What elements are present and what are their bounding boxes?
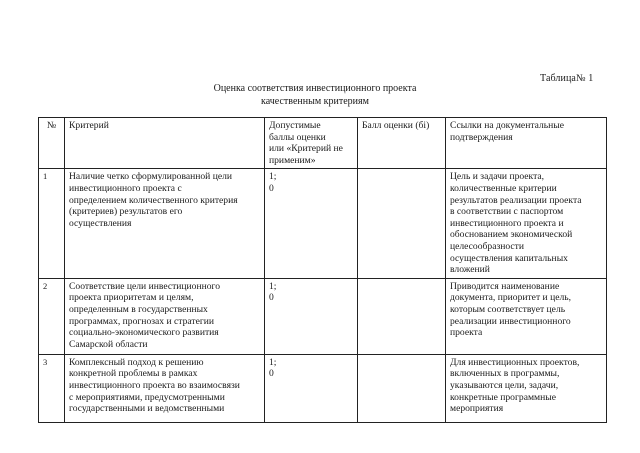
table-header-row [39, 118, 607, 169]
row-allowed-scores: 1; 0 [265, 354, 358, 422]
row-number: 2 [39, 278, 65, 354]
row-document-links: Цель и задачи проекта, количественные критерии результатов реализации проекта в соответствии с паспортом инвестиционного проекта и обоснованием экономической целесообразности осуществления капитальных вложений [446, 169, 607, 278]
row-rating [358, 354, 446, 422]
row-number: 3 [39, 354, 65, 422]
row-criterion: Соответствие цели инвестиционного проекта приоритетам и целям, определенным в государственных программах, прогнозах и стратегии социально-экономического развития Самарской области [65, 278, 265, 354]
row-rating [358, 169, 446, 278]
document-title [140, 82, 490, 108]
table-row [39, 354, 607, 422]
table-number-label: Таблица№ 1 [540, 73, 594, 84]
row-allowed-scores: 1; 0 [265, 169, 358, 278]
header-allowed-scores: Допустимые баллы оценки или «Критерий не применим» [265, 118, 358, 169]
table-row [39, 169, 607, 278]
header-number: № [39, 118, 65, 169]
row-rating [358, 278, 446, 354]
title-line-1: Оценка соответствия инвестиционного проекта [213, 83, 417, 94]
row-number: 1 [39, 169, 65, 278]
row-criterion: Комплексный подход к решению конкретной проблемы в рамках инвестиционного проекта во взаимосвязи с мероприятиями, предусмотренными государственными и ведомственными [65, 354, 265, 422]
row-criterion: Наличие четко сформулированной цели инвестиционного проекта с определением количественного критерия (критериев) результатов его осуществления [65, 169, 265, 278]
criteria-table [38, 117, 607, 423]
header-criterion: Критерий [65, 118, 265, 169]
header-document-links: Ссылки на документальные подтверждения [446, 118, 607, 169]
header-rating: Балл оценки (бі) [358, 118, 446, 169]
row-allowed-scores: 1; 0 [265, 278, 358, 354]
table-row [39, 278, 607, 354]
row-document-links: Приводится наименование документа, приоритет и цель, которым соответствует цель реализации инвестиционного проекта [446, 278, 607, 354]
row-document-links: Для инвестиционных проектов, включенных в программы, указываются цели, задачи, конкретные программные мероприятия [446, 354, 607, 422]
title-line-2: качественным критериям [261, 96, 369, 107]
